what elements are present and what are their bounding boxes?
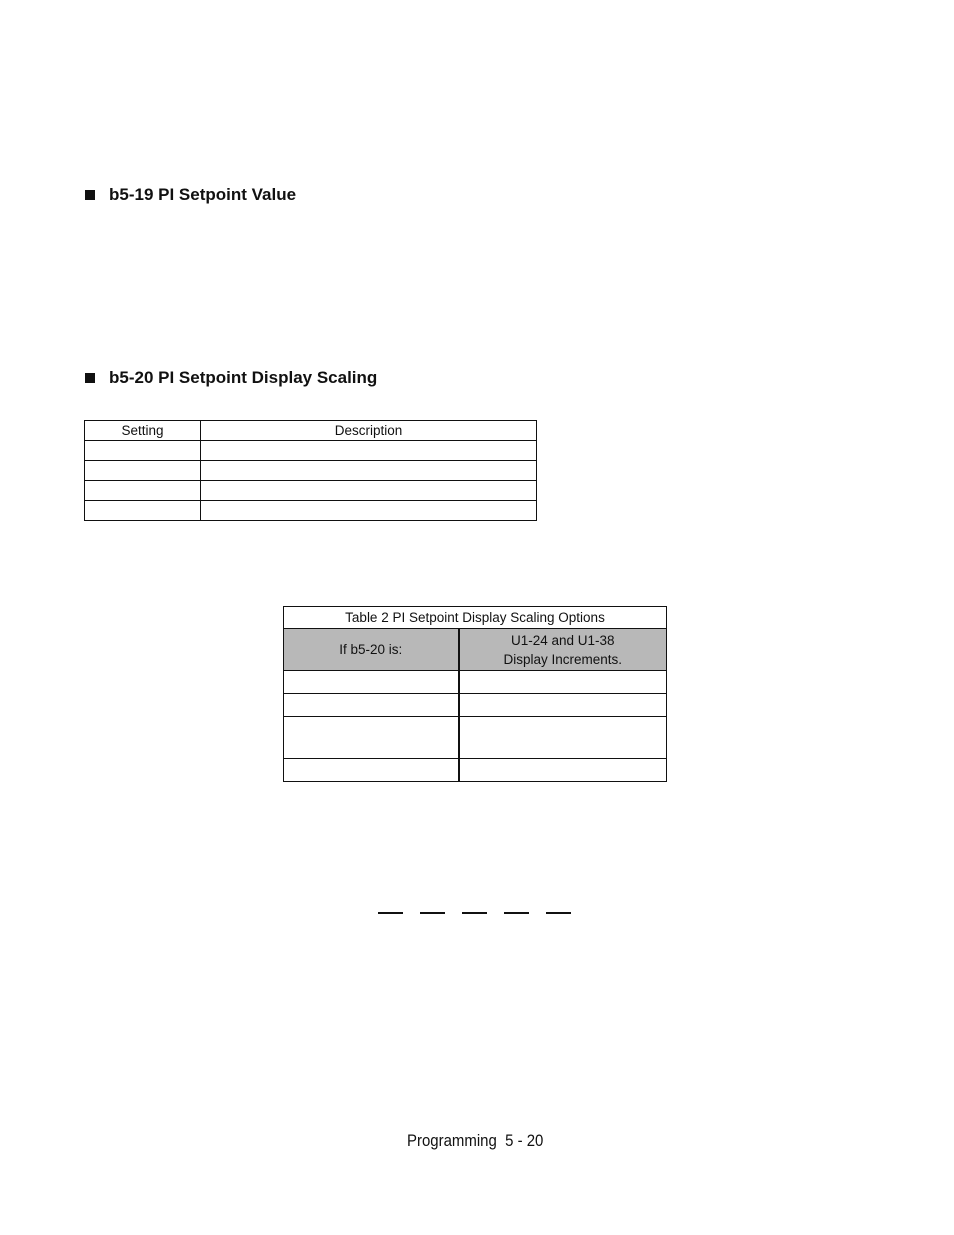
column-header-display-increments (459, 629, 667, 671)
table-cell (284, 759, 459, 782)
section-title: b5-19 PI Setpoint Value (109, 185, 297, 204)
section-title: b5-20 PI Setpoint Display Scaling (109, 368, 378, 387)
square-bullet-icon (85, 190, 95, 200)
table-row (284, 694, 667, 717)
table-cell (85, 501, 201, 521)
table-header-row (284, 629, 667, 671)
section-heading-b5-20 (85, 368, 377, 388)
table-cell (459, 717, 667, 759)
digit-blank-line (378, 912, 403, 914)
table-row (284, 759, 667, 782)
header-line: U1-24 and U1-38 (510, 632, 615, 648)
column-header-b5-20: If b5-20 is: (284, 629, 459, 671)
table-cell (201, 461, 537, 481)
table-caption: Table 2 PI Setpoint Display Scaling Options (284, 607, 667, 629)
table-cell (459, 671, 667, 694)
table-row (85, 481, 537, 501)
table-row (284, 671, 667, 694)
column-header-setting: Setting (85, 421, 201, 441)
table-cell (284, 694, 459, 717)
digit-blank-line (462, 912, 487, 914)
section-heading-b5-19 (85, 185, 296, 205)
header-line: Display Increments. (503, 651, 623, 667)
table-header-row (85, 421, 537, 441)
digit-blank-line (420, 912, 445, 914)
table-cell (459, 759, 667, 782)
page-footer: Programming 5 - 20 (407, 1131, 544, 1150)
table-cell (201, 501, 537, 521)
table-row (284, 717, 667, 759)
digit-blank-line (546, 912, 571, 914)
settings-table (84, 420, 537, 521)
scaling-options-table (283, 606, 667, 782)
table-row (85, 441, 537, 461)
table-cell (85, 461, 201, 481)
table-cell (85, 481, 201, 501)
table-cell (201, 441, 537, 461)
column-header-description: Description (201, 421, 537, 441)
table-row (85, 461, 537, 481)
table-cell (284, 717, 459, 759)
table-cell (85, 441, 201, 461)
square-bullet-icon (85, 373, 95, 383)
table-cell (459, 694, 667, 717)
digit-blank-line (504, 912, 529, 914)
table-row (85, 501, 537, 521)
table-cell (201, 481, 537, 501)
table-cell (284, 671, 459, 694)
